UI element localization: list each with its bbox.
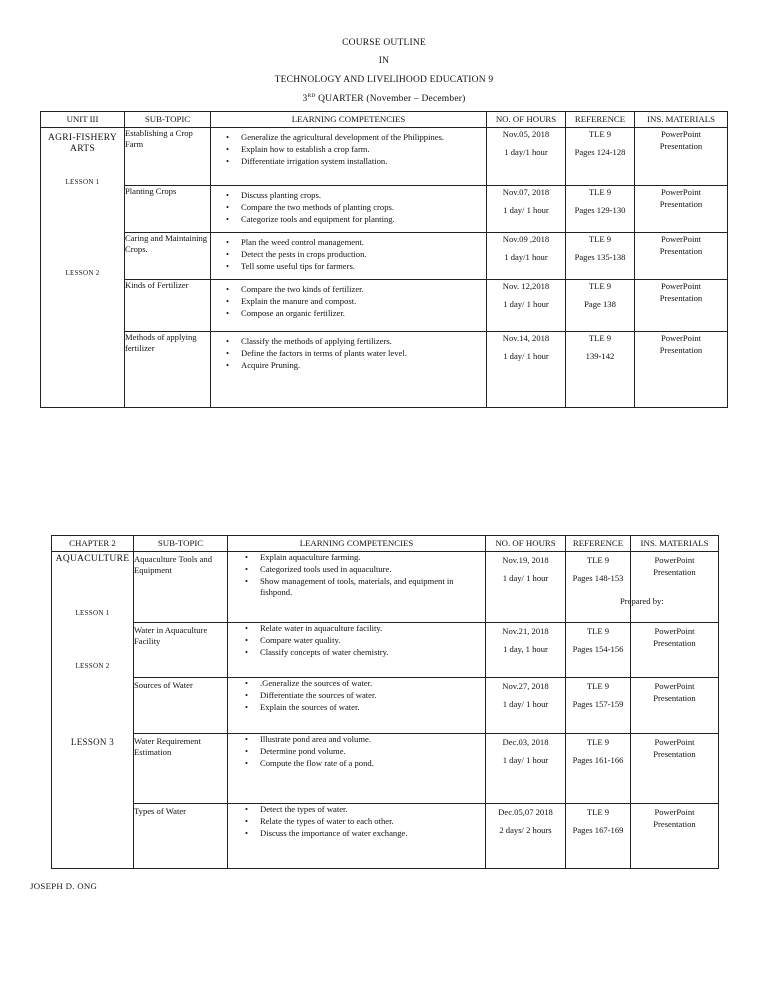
competency-item: • Explain aquaculture farming. xyxy=(260,552,485,564)
duration: 1 day/ 1 hour xyxy=(502,755,549,765)
competency-item: • Explain the sources of water. xyxy=(260,702,485,714)
column-header-subtopic: SUB-TOPIC xyxy=(125,112,211,128)
competencies-cell xyxy=(228,734,486,804)
competency-item: • Define the factors in terms of plants water level. xyxy=(241,347,486,359)
table-row xyxy=(41,233,728,280)
competency-item: • Compare water quality. xyxy=(260,635,485,647)
table-header-row xyxy=(52,536,719,552)
material-line-2: Presentation xyxy=(653,749,696,759)
competency-item: • Tell some useful tips for farmers. xyxy=(241,260,486,272)
competency-item: • Compute the flow rate of a pond. xyxy=(260,758,485,770)
course-outline-table-chapter-2 xyxy=(51,535,719,869)
lesson-2-label: LESSON 2 xyxy=(75,662,110,670)
competency-item: • Compare the two kinds of fertilizer. xyxy=(241,283,486,295)
hours-cell xyxy=(486,623,566,678)
hours-cell xyxy=(487,332,566,408)
subtopic-cell: Water in Aquaculture Facility xyxy=(134,623,228,678)
duration: 1 day/ 1 hour xyxy=(503,299,549,309)
competency-item: • Differentiate irrigation system installation. xyxy=(241,155,486,167)
column-header-chapter: CHAPTER 2 xyxy=(52,536,134,552)
unit-cell xyxy=(41,128,125,408)
chapter-cell xyxy=(52,552,134,869)
table-row xyxy=(52,552,719,623)
competency-list xyxy=(228,623,485,658)
material-line-1: PowerPoint xyxy=(654,737,695,747)
column-header-competencies: LEARNING COMPETENCIES xyxy=(211,112,487,128)
subtopic-cell: Planting Crops xyxy=(125,186,211,233)
reference-cell xyxy=(566,734,631,804)
date: Nov.14, 2018 xyxy=(502,333,550,343)
competency-item: • Plan the weed control management. xyxy=(241,236,486,248)
table-row xyxy=(52,623,719,678)
hours-cell xyxy=(487,128,566,186)
quarter-text: QUARTER (November – December) xyxy=(315,94,466,105)
competencies-cell xyxy=(228,623,486,678)
materials-cell xyxy=(635,332,728,408)
material-line-2: Presentation xyxy=(653,638,696,648)
competency-item: • Discuss the importance of water exchange. xyxy=(260,828,485,840)
competencies-cell xyxy=(211,128,487,186)
title-line-1: COURSE OUTLINE xyxy=(342,38,426,48)
title-line-2: IN xyxy=(378,56,390,66)
table-row xyxy=(41,186,728,233)
quarter-ordinal: 3 xyxy=(302,94,308,105)
chapter-name: AQUACULTURE xyxy=(55,554,130,564)
duration: 1 day, 1 hour xyxy=(503,644,548,654)
competency-item: • Illustrate pond area and volume. xyxy=(260,734,485,746)
lesson-2-label: LESSON 2 xyxy=(65,269,100,277)
hours-cell xyxy=(486,678,566,734)
date: Nov.19, 2018 xyxy=(502,555,549,565)
competency-item: • Relate the types of water to each other. xyxy=(260,816,485,828)
material-line-1: PowerPoint xyxy=(654,626,695,636)
competency-item: • Relate water in aquaculture facility. xyxy=(260,623,485,635)
reference-pages: Pages 154-156 xyxy=(572,644,624,654)
reference-book: TLE 9 xyxy=(588,187,612,197)
reference-book: TLE 9 xyxy=(586,737,610,747)
date: Nov.05, 2018 xyxy=(502,129,550,139)
reference-cell xyxy=(566,678,631,734)
material-line-1: PowerPoint xyxy=(654,807,695,817)
material-line-2: Presentation xyxy=(653,567,696,577)
duration: 1 day/ 1 hour xyxy=(503,351,549,361)
column-header-materials: INS. MATERIALS xyxy=(631,536,719,552)
duration: 1 day/ 1 hour xyxy=(502,699,549,709)
competency-list xyxy=(211,186,486,225)
competency-item: • Explain the manure and compost. xyxy=(241,295,486,307)
quarter-line xyxy=(0,93,768,104)
material-line-1: PowerPoint xyxy=(654,555,695,565)
materials-cell xyxy=(635,233,728,280)
material-line-2: Presentation xyxy=(659,141,703,151)
table-row xyxy=(41,332,728,408)
date: Nov.07, 2018 xyxy=(502,187,550,197)
hours-cell xyxy=(487,186,566,233)
reference-pages: Pages 135-138 xyxy=(574,252,626,262)
material-line-2: Presentation xyxy=(659,345,703,355)
competency-list xyxy=(211,128,486,167)
reference-cell xyxy=(566,128,635,186)
reference-pages: Pages 148-153 xyxy=(572,573,624,583)
column-header-unit: UNIT III xyxy=(41,112,125,128)
column-header-competencies: LEARNING COMPETENCIES xyxy=(228,536,486,552)
subtopic-cell: Water Requirement Estimation xyxy=(134,734,228,804)
reference-cell xyxy=(566,804,631,869)
reference-pages: Pages 161-166 xyxy=(572,755,624,765)
lesson-1-label: LESSON 1 xyxy=(65,178,100,186)
competency-item: • Detect the types of water. xyxy=(260,804,485,816)
table-row xyxy=(52,678,719,734)
quarter-suffix: RD xyxy=(307,93,316,99)
signer-name: JOSEPH D. ONG xyxy=(30,881,98,891)
table-header-row xyxy=(41,112,728,128)
materials-cell xyxy=(631,678,719,734)
competency-item: • Compare the two methods of planting crops. xyxy=(241,201,486,213)
date: Dec.05,07 2018 xyxy=(498,807,553,817)
competency-list xyxy=(228,552,485,599)
reference-book: TLE 9 xyxy=(586,681,610,691)
materials-cell xyxy=(635,280,728,332)
table-row xyxy=(41,128,728,186)
competency-item: • Classify concepts of water chemistry. xyxy=(260,647,485,659)
reference-book: TLE 9 xyxy=(586,555,610,565)
hours-cell xyxy=(486,734,566,804)
date: Nov.27, 2018 xyxy=(502,681,549,691)
course-outline-table-unit-3 xyxy=(40,111,728,408)
column-header-reference: REFERENCE xyxy=(566,112,635,128)
competencies-cell xyxy=(211,280,487,332)
material-line-2: Presentation xyxy=(659,199,703,209)
column-header-hours: NO. OF HOURS xyxy=(487,112,566,128)
reference-cell xyxy=(566,623,631,678)
competency-list xyxy=(228,734,485,769)
competency-list xyxy=(228,678,485,713)
date: Dec.03, 2018 xyxy=(502,737,549,747)
competency-item: • Show management of tools, materials, and equipment in fishpond. xyxy=(260,576,485,600)
competencies-cell xyxy=(228,804,486,869)
materials-cell xyxy=(631,734,719,804)
reference-book: TLE 9 xyxy=(586,807,610,817)
reference-book: TLE 9 xyxy=(588,129,612,139)
competency-item: • Classify the methods of applying fertilizers. xyxy=(241,335,486,347)
competency-item: • Compose an organic fertilizer. xyxy=(241,307,486,319)
unit-name-line-2: ARTS xyxy=(70,144,95,154)
title-line-3: TECHNOLOGY AND LIVELIHOOD EDUCATION 9 xyxy=(274,75,494,85)
duration: 1 day/ 1 hour xyxy=(502,573,549,583)
materials-cell xyxy=(631,804,719,869)
materials-cell xyxy=(631,552,719,623)
column-header-reference: REFERENCE xyxy=(566,536,631,552)
duration: 1 day/1 hour xyxy=(504,252,548,262)
competency-item: • Categorized tools used in aquaculture. xyxy=(260,564,485,576)
competency-list xyxy=(228,804,485,839)
hours-cell xyxy=(486,552,566,623)
reference-cell xyxy=(566,280,635,332)
reference-cell xyxy=(566,332,635,408)
competencies-cell xyxy=(211,332,487,408)
competencies-cell xyxy=(228,552,486,623)
reference-pages: Pages 124-128 xyxy=(574,147,626,157)
column-header-materials: INS. MATERIALS xyxy=(635,112,728,128)
material-line-1: PowerPoint xyxy=(660,129,702,139)
subtopic-cell: Caring and Maintaining Crops. xyxy=(125,233,211,280)
competency-item: • Generalize the agricultural development of the Philippines. xyxy=(241,131,486,143)
date: Nov.21, 2018 xyxy=(502,626,549,636)
subtopic-cell: Methods of applying fertilizer xyxy=(125,332,211,408)
reference-book: TLE 9 xyxy=(588,333,612,343)
competency-list xyxy=(211,280,486,319)
hours-cell xyxy=(487,280,566,332)
material-line-1: PowerPoint xyxy=(660,333,702,343)
date: Nov.09 ,2018 xyxy=(502,234,550,244)
unit-name-line-1: AGRI-FISHERY xyxy=(47,133,118,143)
materials-cell xyxy=(635,186,728,233)
table-row xyxy=(52,804,719,869)
material-line-2: Presentation xyxy=(653,693,696,703)
competency-list xyxy=(211,332,486,371)
reference-cell xyxy=(566,552,631,623)
duration: 1 day/1 hour xyxy=(504,147,548,157)
date: Nov. 12,2018 xyxy=(502,281,550,291)
material-line-1: PowerPoint xyxy=(654,681,695,691)
reference-book: TLE 9 xyxy=(586,626,610,636)
materials-cell xyxy=(631,623,719,678)
competencies-cell xyxy=(228,678,486,734)
subtopic-cell: Aquaculture Tools and Equipment xyxy=(134,552,228,623)
hours-cell xyxy=(486,804,566,869)
reference-pages: Pages 129-130 xyxy=(574,205,626,215)
duration: 2 days/ 2 hours xyxy=(499,825,552,835)
material-line-1: PowerPoint xyxy=(660,281,702,291)
material-line-1: PowerPoint xyxy=(660,234,702,244)
reference-cell xyxy=(566,186,635,233)
subtopic-cell: Establishing a Crop Farm xyxy=(125,128,211,186)
competency-item: • Categorize tools and equipment for planting. xyxy=(241,213,486,225)
materials-cell xyxy=(635,128,728,186)
column-header-hours: NO. OF HOURS xyxy=(486,536,566,552)
lesson-1-label: LESSON 1 xyxy=(75,609,110,617)
competency-item: • Detect the pests in crops production. xyxy=(241,248,486,260)
reference-pages: 139-142 xyxy=(585,351,615,361)
lesson-3-label: LESSON 3 xyxy=(70,737,115,747)
competency-item: • Differentiate the sources of water. xyxy=(260,690,485,702)
subtopic-cell: Sources of Water xyxy=(134,678,228,734)
prepared-by-label: Prepared by: xyxy=(620,596,664,606)
competencies-cell xyxy=(211,186,487,233)
competency-item: • Explain how to establish a crop farm. xyxy=(241,143,486,155)
table-row xyxy=(52,734,719,804)
hours-cell xyxy=(487,233,566,280)
competencies-cell xyxy=(211,233,487,280)
competency-item: • .Generalize the sources of water. xyxy=(260,678,485,690)
reference-pages: Page 138 xyxy=(584,299,616,309)
material-line-2: Presentation xyxy=(653,819,696,829)
column-header-subtopic: SUB-TOPIC xyxy=(134,536,228,552)
reference-pages: Pages 167-169 xyxy=(572,825,624,835)
reference-cell xyxy=(566,233,635,280)
material-line-2: Presentation xyxy=(659,246,703,256)
table-row xyxy=(41,280,728,332)
subtopic-cell: Types of Water xyxy=(134,804,228,869)
reference-pages: Pages 157-159 xyxy=(572,699,624,709)
subtopic-cell: Kinds of Fertilizer xyxy=(125,280,211,332)
competency-item: • Discuss planting crops. xyxy=(241,189,486,201)
material-line-1: PowerPoint xyxy=(660,187,702,197)
reference-book: TLE 9 xyxy=(588,281,612,291)
material-line-2: Presentation xyxy=(659,293,703,303)
competency-item: • Determine pond volume. xyxy=(260,746,485,758)
duration: 1 day/ 1 hour xyxy=(503,205,549,215)
reference-book: TLE 9 xyxy=(588,234,612,244)
competency-list xyxy=(211,233,486,272)
competency-item: • Acquire Pruning. xyxy=(241,359,486,371)
